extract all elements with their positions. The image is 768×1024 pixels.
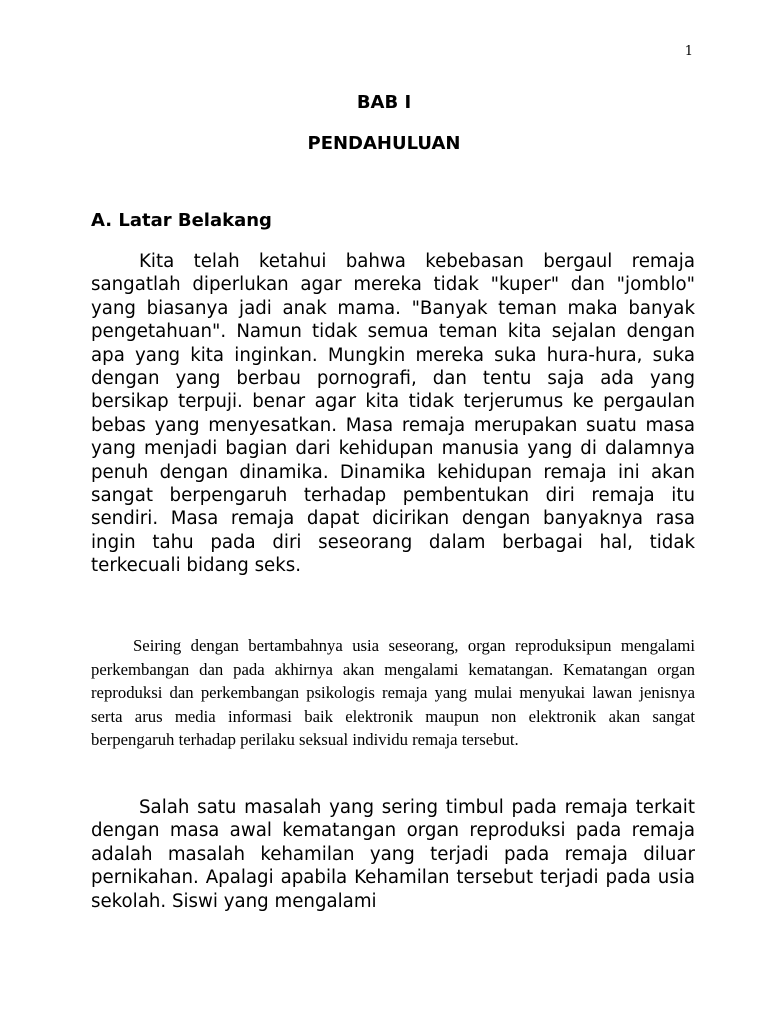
paragraph-3: Salah satu masalah yang sering timbul pada remaja terkait dengan masa awal kematangan organ reproduksi pada remaja adalah masalah kehamilan yang terjadi pada remaja diluar pernikahan. Apalagi apabila Kehamilan tersebut terjadi pada usia sekolah. Siswi yang mengalami bbox=[91, 797, 695, 912]
paragraph-1: Kita telah ketahui bahwa kebebasan bergaul remaja sangatlah diperlukan agar mereka tidak "kuper" dan "jomblo" yang biasanya jadi anak mama. "Banyak teman maka banyak pengetahuan". Namun tidak semua teman kita sejalan dengan apa yang kita inginkan. Mungkin mereka suka hura-hura, suka dengan yang berbau pornografi, dan tentu saja ada yang bersikap terpuji. benar agar kita tidak terjerumus ke pergaulan bebas yang menyesatkan. Masa remaja merupakan suatu masa yang menjadi bagian dari kehidupan manusia yang di dalamnya penuh dengan dinamika. Dinamika kehidupan remaja ini akan sangat berpengaruh terhadap pembentukan diri remaja itu sendiri. Masa remaja dapat dicirikan dengan banyaknya rasa ingin tahu pada diri seseorang dalam berbagai hal, tidak terkecuali bidang seks. bbox=[91, 251, 695, 577]
paragraph-2: Seiring dengan bertambahnya usia seseorang, organ reproduksipun mengalami perkembangan dan pada akhirnya akan mengalami kematangan. Kematangan organ reproduksi dan perkembangan psikologis remaja yang mulai menyukai lawan jenisnya serta arus media informasi baik elektronik maupun non elektronik akan sangat berpengaruh terhadap perilaku seksual individu remaja tersebut. bbox=[91, 636, 695, 750]
section-heading: A. Latar Belakang bbox=[91, 210, 272, 231]
chapter-title: PENDAHULUAN bbox=[307, 133, 461, 154]
chapter-label: BAB I bbox=[356, 92, 412, 113]
page-number: 1 bbox=[684, 44, 693, 59]
